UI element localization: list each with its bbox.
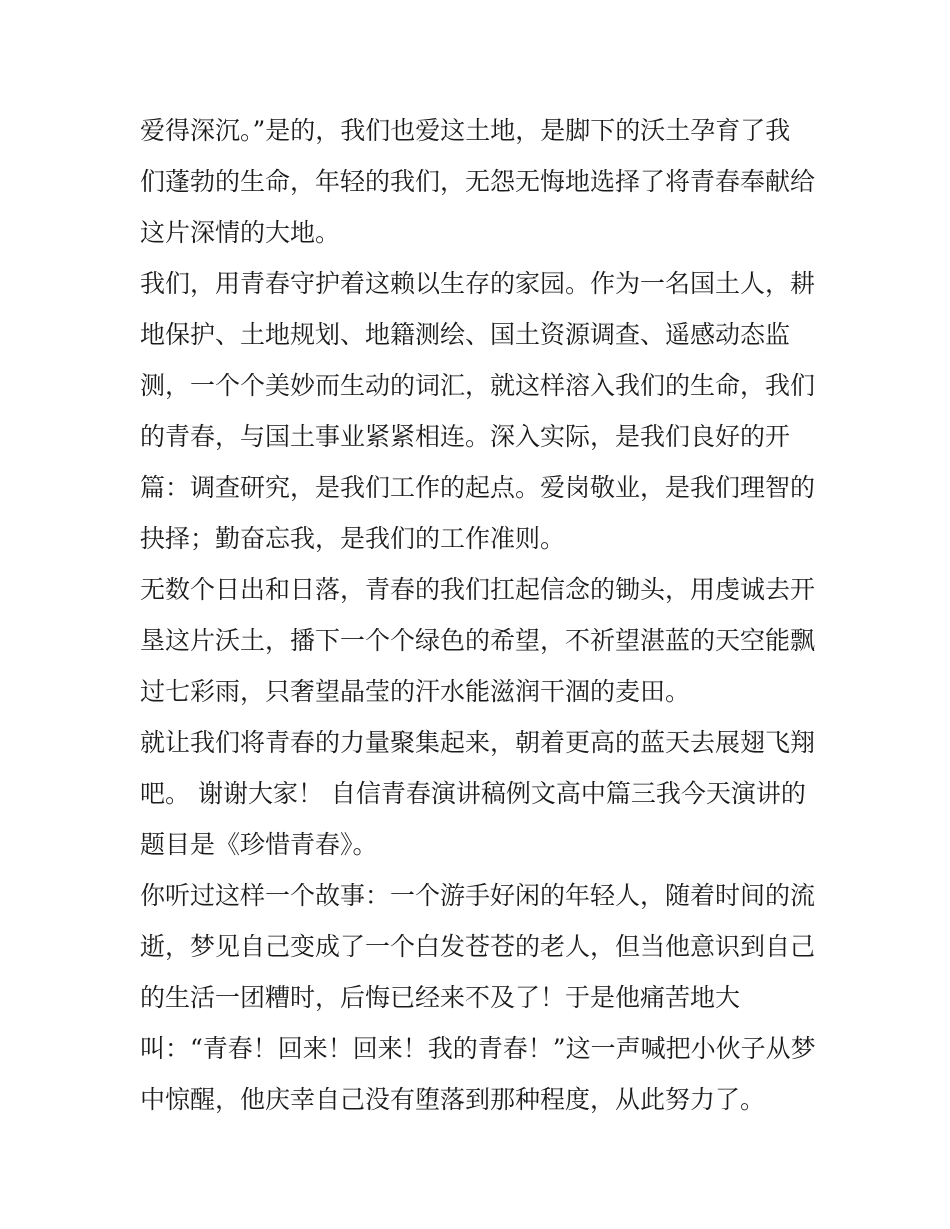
text-line: 就让我们将青春的力量聚集起来，朝着更高的蓝天去展翅飞翔	[140, 728, 816, 757]
text-line: 的青春，与国土事业紧紧相连。深入实际，是我们良好的开	[140, 422, 791, 451]
text-line: 吧。 谢谢大家！ 自信青春演讲稿例文高中篇三我今天演讲的	[140, 779, 806, 808]
text-line: 逝，梦见自己变成了一个白发苍苍的老人，但当他意识到自己	[140, 932, 816, 961]
text-line: 们蓬勃的生命，年轻的我们，无怨无悔地选择了将青春奉献给	[140, 167, 816, 196]
text-line: 爱得深沉。”是的，我们也爱这土地，是脚下的沃土孕育了我	[140, 116, 791, 145]
text-line: 你听过这样一个故事：一个游手好闲的年轻人，随着时间的流	[140, 881, 816, 910]
text-line: 叫：“青春！回来！回来！我的青春！”这一声喊把小伙子从梦	[140, 1034, 816, 1063]
text-line: 抉择；勤奋忘我，是我们的工作准则。	[140, 524, 566, 553]
text-line: 无数个日出和日落，青春的我们扛起信念的锄头，用虔诚去开	[140, 575, 816, 604]
text-line: 过七彩雨，只奢望晶莹的汗水能滋润干涸的麦田。	[140, 677, 691, 706]
text-line: 中惊醒，他庆幸自己没有堕落到那种程度，从此努力了。	[140, 1085, 766, 1114]
text-line: 篇：调查研究，是我们工作的起点。爱岗敬业，是我们理智的	[140, 473, 816, 502]
text-line: 的生活一团糟时，后悔已经来不及了！于是他痛苦地大	[140, 983, 741, 1012]
text-line: 测，一个个美妙而生动的词汇，就这样溶入我们的生命，我们	[140, 371, 816, 400]
text-line: 垦这片沃土，播下一个个绿色的希望，不祈望湛蓝的天空能飘	[140, 626, 816, 655]
document-body	[140, 112, 820, 1132]
text-line: 这片深情的大地。	[140, 218, 341, 247]
text-line: 地保护、土地规划、地籍测绘、国土资源调查、遥感动态监	[140, 320, 791, 349]
text-line: 我们，用青春守护着这赖以生存的家园。作为一名国土人，耕	[140, 269, 816, 298]
text-line: 题目是《珍惜青春》。	[140, 830, 378, 859]
